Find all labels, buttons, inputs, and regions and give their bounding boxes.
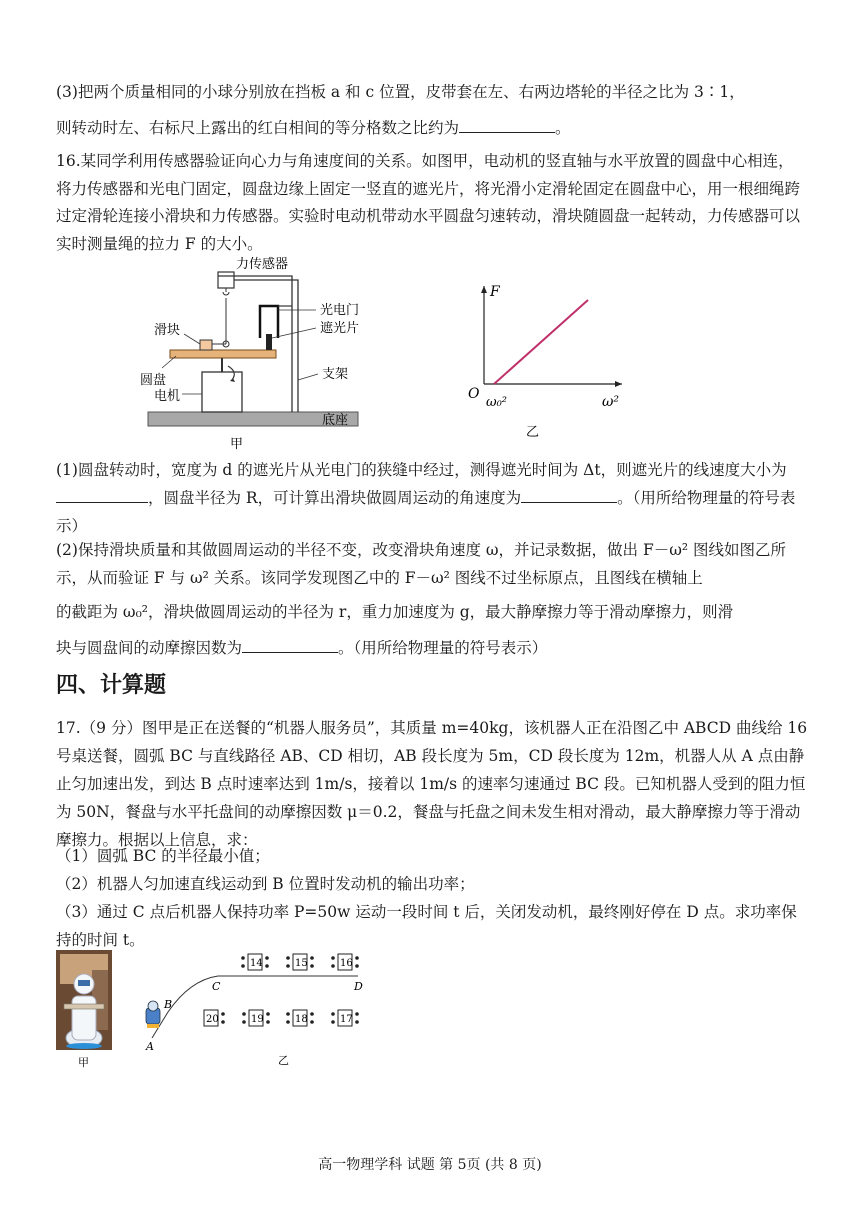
- point-b: B: [164, 998, 173, 1011]
- q17-intro: 17.（9 分）图甲是正在送餐的“机器人服务员”，其质量 m=40kg，该机器人正在沿图乙中 ABCD 曲线给 16 号桌送餐，圆弧 BC 与直线路径 AB、CD 相切，AB 段长度为 5m，CD 段长度为 12m，机器人从 A 点由静止匀加速出发，到达 B 点时速率达到 1m/s，接着以 1m/s 的速率匀速通过 BC 段。已知机器人受到的阻力恒为 50N，餐盘与水平托盘间的动摩擦因数 μ＝0.2，餐盘与托盘之间未发生相对滑动，最大静摩擦力等于滑动摩擦力。根据以上信息，求：: [56, 719, 808, 849]
- q16-part1: (1)圆盘转动时，宽度为 d 的遮光片从光电门的狭缝中经过，测得遮光时间为 Δt，则遮光片的线速度大小为，圆盘半径为 R，可计算出滑块做圆周运动的角速度为 。（用所给物理量的符号表示）: [56, 461, 796, 535]
- robot-body: [72, 996, 96, 1040]
- x-axis-label: ω²: [602, 394, 620, 410]
- data-line: [494, 300, 588, 384]
- q16-part2-c: 块与圆盘间的动摩擦因数为 。（用所给物理量的符号表示）: [56, 634, 808, 662]
- q15-part3-line1: (3)把两个质量相同的小球分别放在挡板 a 和 c 位置，皮带套在左、右两边塔轮的半径之比为 3∶1，: [56, 83, 745, 101]
- y-axis-label: F: [490, 284, 500, 300]
- caption-robot-jia: 甲: [78, 1056, 89, 1069]
- q16-part2-a: (2)保持滑块质量和其做圆周运动的半径不变，改变滑块角速度 ω，并记录数据，做出 F－ω² 图线如图乙所示，从而验证 F 与 ω² 关系。该同学发现图乙中的 F－ω² 图线不过坐标原点，且图线在横轴上: [56, 541, 786, 587]
- label-base: 底座: [322, 413, 349, 428]
- svg-text:17: 17: [340, 1014, 353, 1025]
- f-omega-graph: [462, 270, 632, 440]
- disk-shape: [170, 350, 276, 358]
- point-c: C: [212, 980, 221, 993]
- apparatus-figure: [140, 252, 370, 452]
- caption-yi: 乙: [526, 425, 540, 440]
- answer-blank[interactable]: [56, 484, 148, 503]
- label-photogate: 光电门: [320, 303, 360, 318]
- label-motor: 电机: [154, 389, 181, 404]
- q17-sub3: （3）通过 C 点后机器人保持功率 P=50w 运动一段时间 t 后，关闭发动机，最终刚好停在 D 点。求功率保持的时间 t。: [56, 903, 797, 949]
- table-18: [286, 1010, 314, 1026]
- answer-blank[interactable]: [521, 484, 617, 503]
- path-figure: [138, 946, 378, 1070]
- label-stand: 支架: [322, 367, 349, 382]
- svg-text:18: 18: [295, 1014, 308, 1025]
- path-abcd: [152, 976, 358, 1038]
- svg-text:16: 16: [340, 958, 353, 969]
- table-20: [204, 1010, 225, 1026]
- label-disk: 圆盘: [140, 373, 167, 388]
- table-19: [242, 1010, 270, 1026]
- svg-text:14: 14: [250, 958, 263, 969]
- table-15: [286, 954, 314, 970]
- table-14: [241, 954, 269, 970]
- motor-shape: [202, 372, 242, 412]
- point-a: A: [146, 1040, 154, 1053]
- table-16: [331, 954, 359, 970]
- slider-block: [200, 340, 212, 350]
- q16-part2-b: 的截距为 ω₀²，滑块做圆周运动的半径为 r，重力加速度为 g，最大静摩擦力等于滑动摩擦力，则滑: [56, 603, 734, 621]
- table-17: [331, 1010, 359, 1026]
- page-footer: 高一物理学科 试题 第 5页 (共 8 页): [318, 1157, 542, 1173]
- caption-jia: 甲: [230, 437, 244, 452]
- point-d: D: [354, 980, 363, 993]
- q15-part3-line2: 则转动时左、右标尺上露出的红白相间的等分格数之比约为 。: [56, 114, 808, 142]
- robot-photo: [56, 950, 118, 1070]
- shutter-shape: [266, 334, 272, 350]
- intercept-label: ω₀²: [486, 395, 508, 410]
- svg-text:15: 15: [295, 958, 308, 969]
- answer-blank[interactable]: [459, 114, 555, 133]
- answer-blank[interactable]: [242, 634, 338, 653]
- q16-intro: 16.某同学利用传感器验证向心力与角速度间的关系。如图甲，电动机的竖直轴与水平放置的圆盘中心相连，将力传感器和光电门固定，圆盘边缘上固定一竖直的遮光片，将光滑小定滑轮固定在圆盘中心，用一根细绳跨过定滑轮连接小滑块和力传感器。实验时电动机带动水平圆盘匀速转动，滑块随圆盘一起转动，力传感器可以实时测量绳的拉力 F 的大小。: [56, 152, 801, 253]
- svg-text:19: 19: [251, 1014, 264, 1025]
- origin-label: O: [468, 386, 480, 402]
- label-force-sensor: 力传感器: [236, 257, 289, 272]
- label-slider: 滑块: [154, 323, 181, 338]
- q17-sub1: （1）圆弧 BC 的半径最小值；: [56, 847, 270, 865]
- svg-text:20: 20: [206, 1014, 219, 1025]
- label-shutter: 遮光片: [320, 321, 360, 336]
- section-title: 四、计算题: [56, 673, 167, 698]
- caption-path-yi: 乙: [278, 1054, 289, 1067]
- robot-icon: [146, 1001, 160, 1028]
- photogate-shape: [260, 306, 278, 338]
- force-sensor-shape: [218, 272, 234, 288]
- q17-sub2: （2）机器人匀加速直线运动到 B 位置时发动机的输出功率；: [56, 875, 475, 893]
